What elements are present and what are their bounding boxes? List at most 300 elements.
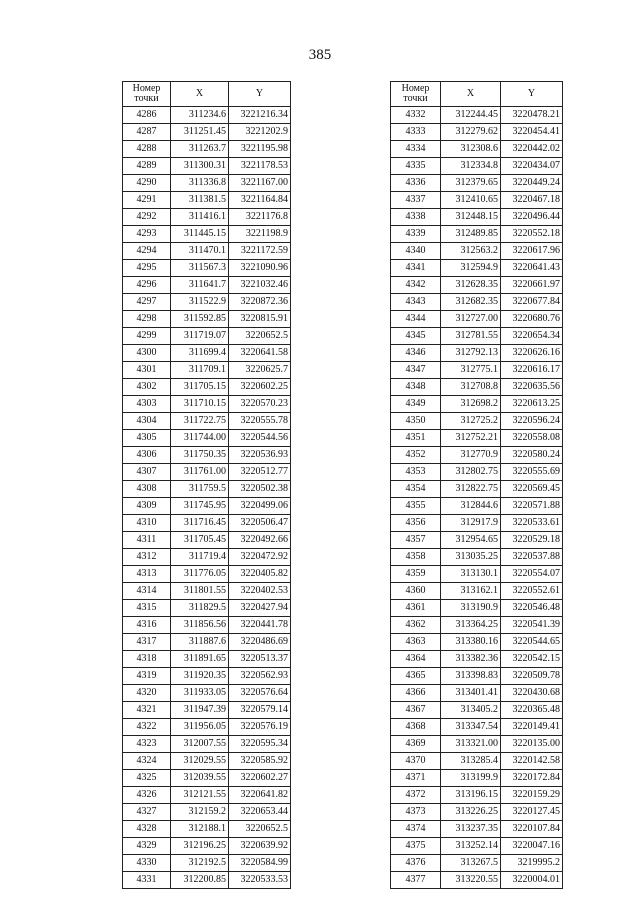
point-number-cell: 4337: [391, 192, 441, 209]
point-number-cell: 4296: [123, 277, 171, 294]
y-coordinate-cell: 3220617.96: [501, 243, 563, 260]
point-number-cell: 4340: [391, 243, 441, 260]
point-number-cell: 4308: [123, 481, 171, 498]
y-coordinate-cell: 3220513.37: [229, 651, 291, 668]
table-row: [123, 736, 291, 753]
point-number-cell: 4338: [391, 209, 441, 226]
x-coordinate-cell: 313398.83: [441, 668, 501, 685]
x-coordinate-cell: 311722.75: [171, 413, 229, 430]
y-coordinate-cell: 3220430.68: [501, 685, 563, 702]
y-coordinate-cell: 3220135.00: [501, 736, 563, 753]
y-coordinate-cell: 3220472.92: [229, 549, 291, 566]
y-coordinate-cell: 3220454.41: [501, 124, 563, 141]
y-coordinate-cell: 3220639.92: [229, 838, 291, 855]
x-coordinate-cell: 311745.95: [171, 498, 229, 515]
table-row: [123, 277, 291, 294]
x-coordinate-cell: 311956.05: [171, 719, 229, 736]
table-row: [391, 192, 563, 209]
table-row: [123, 787, 291, 804]
x-coordinate-cell: 312770.9: [441, 447, 501, 464]
table-row: [123, 668, 291, 685]
x-coordinate-cell: 311567.3: [171, 260, 229, 277]
point-number-cell: 4287: [123, 124, 171, 141]
table-row: [391, 736, 563, 753]
table-row: [123, 141, 291, 158]
y-coordinate-cell: 3220107.84: [501, 821, 563, 838]
point-number-cell: 4336: [391, 175, 441, 192]
table-row: [123, 362, 291, 379]
x-coordinate-cell: 311445.15: [171, 226, 229, 243]
point-number-cell: 4360: [391, 583, 441, 600]
y-coordinate-cell: 3220402.53: [229, 583, 291, 600]
table-row: [123, 770, 291, 787]
y-coordinate-cell: 3220542.15: [501, 651, 563, 668]
x-coordinate-cell: 311750.35: [171, 447, 229, 464]
x-coordinate-cell: 313285.4: [441, 753, 501, 770]
x-coordinate-cell: 312489.85: [441, 226, 501, 243]
x-coordinate-cell: 311891.65: [171, 651, 229, 668]
x-coordinate-cell: 312954.65: [441, 532, 501, 549]
point-number-cell: 4322: [123, 719, 171, 736]
x-coordinate-cell: 312308.6: [441, 141, 501, 158]
point-number-cell: 4315: [123, 600, 171, 617]
y-coordinate-cell: 3220602.25: [229, 379, 291, 396]
x-coordinate-cell: 313321.00: [441, 736, 501, 753]
x-coordinate-cell: 311522.9: [171, 294, 229, 311]
x-coordinate-cell: 311716.45: [171, 515, 229, 532]
y-coordinate-cell: 3220486.69: [229, 634, 291, 651]
x-coordinate-cell: 312698.2: [441, 396, 501, 413]
y-coordinate-cell: 3220449.24: [501, 175, 563, 192]
point-number-cell: 4368: [391, 719, 441, 736]
point-number-cell: 4335: [391, 158, 441, 175]
x-coordinate-cell: 311719.07: [171, 328, 229, 345]
y-coordinate-cell: 3220571.88: [501, 498, 563, 515]
y-coordinate-cell: 3220502.38: [229, 481, 291, 498]
table-row: [391, 328, 563, 345]
point-number-cell: 4345: [391, 328, 441, 345]
point-number-cell: 4372: [391, 787, 441, 804]
y-coordinate-cell: 3221195.98: [229, 141, 291, 158]
x-coordinate-cell: 311705.45: [171, 532, 229, 549]
x-coordinate-cell: 312775.1: [441, 362, 501, 379]
table-row: [123, 583, 291, 600]
point-number-cell: 4302: [123, 379, 171, 396]
point-number-cell: 4298: [123, 311, 171, 328]
table-row: [123, 804, 291, 821]
table-row: [391, 141, 563, 158]
point-number-cell: 4370: [391, 753, 441, 770]
table-row: [123, 430, 291, 447]
coordinates-table-right: [390, 81, 563, 889]
point-number-cell: 4317: [123, 634, 171, 651]
point-number-cell: 4292: [123, 209, 171, 226]
point-number-header: [123, 82, 171, 107]
y-coordinate-cell: 3220555.69: [501, 464, 563, 481]
page-number: 385: [308, 47, 332, 63]
table-row: [391, 107, 563, 124]
x-coordinate-cell: 311920.35: [171, 668, 229, 685]
table-row: [391, 260, 563, 277]
y-coordinate-cell: 3220441.78: [229, 617, 291, 634]
x-coordinate-cell: 313405.2: [441, 702, 501, 719]
table-row: [123, 226, 291, 243]
table-row: [391, 498, 563, 515]
y-coordinate-cell: 3220529.18: [501, 532, 563, 549]
y-coordinate-cell: 3220509.78: [501, 668, 563, 685]
point-number-header: [391, 82, 441, 107]
coordinates-table-left: [122, 81, 291, 889]
y-coordinate-cell: 3220585.92: [229, 753, 291, 770]
y-coordinate-cell: 3220562.93: [229, 668, 291, 685]
x-coordinate-cell: 313226.25: [441, 804, 501, 821]
y-header: Y: [501, 82, 563, 107]
point-number-cell: 4318: [123, 651, 171, 668]
x-coordinate-cell: 313130.1: [441, 566, 501, 583]
table-row: [123, 617, 291, 634]
point-number-cell: 4314: [123, 583, 171, 600]
point-number-cell: 4342: [391, 277, 441, 294]
point-number-cell: 4352: [391, 447, 441, 464]
x-coordinate-cell: 311641.7: [171, 277, 229, 294]
point-number-cell: 4355: [391, 498, 441, 515]
table-row: [123, 175, 291, 192]
point-number-cell: 4311: [123, 532, 171, 549]
x-coordinate-cell: 312279.62: [441, 124, 501, 141]
x-coordinate-cell: 312708.8: [441, 379, 501, 396]
point-number-cell: 4357: [391, 532, 441, 549]
table-row: [123, 821, 291, 838]
table-row: [123, 855, 291, 872]
y-coordinate-cell: 3220653.44: [229, 804, 291, 821]
table-row: [123, 685, 291, 702]
y-coordinate-cell: 3220467.18: [501, 192, 563, 209]
table-row: [123, 379, 291, 396]
y-coordinate-cell: 3220641.82: [229, 787, 291, 804]
y-coordinate-cell: 3220652.5: [229, 328, 291, 345]
point-number-cell: 4330: [123, 855, 171, 872]
y-coordinate-cell: 3221172.59: [229, 243, 291, 260]
x-coordinate-cell: 313347.54: [441, 719, 501, 736]
x-coordinate-cell: 313220.55: [441, 872, 501, 889]
table-row: [123, 192, 291, 209]
x-coordinate-cell: 312029.55: [171, 753, 229, 770]
x-coordinate-cell: 311744.00: [171, 430, 229, 447]
y-coordinate-cell: 3220555.78: [229, 413, 291, 430]
y-coordinate-cell: 3220405.82: [229, 566, 291, 583]
table-row: [123, 498, 291, 515]
point-number-cell: 4343: [391, 294, 441, 311]
header-point-line1: Номер: [401, 83, 430, 94]
x-coordinate-cell: 311709.1: [171, 362, 229, 379]
y-coordinate-cell: 3220499.06: [229, 498, 291, 515]
x-coordinate-cell: 311251.45: [171, 124, 229, 141]
y-header: Y: [229, 82, 291, 107]
point-number-cell: 4358: [391, 549, 441, 566]
table-row: [391, 226, 563, 243]
table-row: [391, 872, 563, 889]
y-coordinate-cell: 3220576.64: [229, 685, 291, 702]
point-number-cell: 4373: [391, 804, 441, 821]
x-coordinate-cell: 312802.75: [441, 464, 501, 481]
point-number-cell: 4346: [391, 345, 441, 362]
x-coordinate-cell: 311856.56: [171, 617, 229, 634]
point-number-cell: 4363: [391, 634, 441, 651]
y-coordinate-cell: 3220677.84: [501, 294, 563, 311]
x-coordinate-cell: 312244.45: [441, 107, 501, 124]
x-coordinate-cell: 313382.36: [441, 651, 501, 668]
point-number-cell: 4333: [391, 124, 441, 141]
y-coordinate-cell: 3220576.19: [229, 719, 291, 736]
x-coordinate-cell: 312727.00: [441, 311, 501, 328]
table-row: [391, 294, 563, 311]
table-row: [123, 838, 291, 855]
point-number-cell: 4312: [123, 549, 171, 566]
x-coordinate-cell: 312844.6: [441, 498, 501, 515]
x-coordinate-cell: 311263.7: [171, 141, 229, 158]
point-number-cell: 4295: [123, 260, 171, 277]
x-coordinate-cell: 313267.5: [441, 855, 501, 872]
y-coordinate-cell: 3220506.47: [229, 515, 291, 532]
table-row: [123, 464, 291, 481]
x-coordinate-cell: 312682.35: [441, 294, 501, 311]
table-row: [123, 872, 291, 889]
header-point-line2: точки: [134, 93, 159, 104]
point-number-cell: 4331: [123, 872, 171, 889]
x-coordinate-cell: 312007.55: [171, 736, 229, 753]
y-coordinate-cell: 3220641.58: [229, 345, 291, 362]
y-coordinate-cell: 3220680.76: [501, 311, 563, 328]
point-number-cell: 4293: [123, 226, 171, 243]
y-coordinate-cell: 3220552.18: [501, 226, 563, 243]
point-number-cell: 4289: [123, 158, 171, 175]
table-row: [123, 345, 291, 362]
y-coordinate-cell: 3220602.27: [229, 770, 291, 787]
point-number-cell: 4349: [391, 396, 441, 413]
x-coordinate-cell: 312781.55: [441, 328, 501, 345]
point-number-cell: 4306: [123, 447, 171, 464]
table-row: [123, 396, 291, 413]
y-coordinate-cell: 3220142.58: [501, 753, 563, 770]
point-number-cell: 4327: [123, 804, 171, 821]
point-number-cell: 4303: [123, 396, 171, 413]
table-row: [123, 702, 291, 719]
y-coordinate-cell: 3221202.9: [229, 124, 291, 141]
point-number-cell: 4339: [391, 226, 441, 243]
point-number-cell: 4300: [123, 345, 171, 362]
point-number-cell: 4348: [391, 379, 441, 396]
y-coordinate-cell: 3220626.16: [501, 345, 563, 362]
x-coordinate-cell: 312121.55: [171, 787, 229, 804]
table-row: [123, 328, 291, 345]
point-number-cell: 4359: [391, 566, 441, 583]
table-row: [391, 770, 563, 787]
point-number-cell: 4365: [391, 668, 441, 685]
point-number-cell: 4325: [123, 770, 171, 787]
table-row: [123, 481, 291, 498]
x-coordinate-cell: 311592.85: [171, 311, 229, 328]
table-row: [123, 566, 291, 583]
point-number-cell: 4309: [123, 498, 171, 515]
x-coordinate-cell: 311933.05: [171, 685, 229, 702]
point-number-cell: 4332: [391, 107, 441, 124]
table-row: [123, 311, 291, 328]
table-header-row: [123, 82, 291, 107]
table-row: [391, 651, 563, 668]
x-coordinate-cell: 312822.75: [441, 481, 501, 498]
point-number-cell: 4374: [391, 821, 441, 838]
table-row: [123, 260, 291, 277]
x-coordinate-cell: 312159.2: [171, 804, 229, 821]
x-coordinate-cell: 311947.39: [171, 702, 229, 719]
point-number-cell: 4362: [391, 617, 441, 634]
y-coordinate-cell: 3220004.01: [501, 872, 563, 889]
y-coordinate-cell: 3220569.45: [501, 481, 563, 498]
x-coordinate-cell: 313252.14: [441, 838, 501, 855]
x-coordinate-cell: 313237.35: [441, 821, 501, 838]
x-coordinate-cell: 311416.1: [171, 209, 229, 226]
table-row: [391, 549, 563, 566]
x-coordinate-cell: 311759.5: [171, 481, 229, 498]
x-coordinate-cell: 313035.25: [441, 549, 501, 566]
table-row: [391, 515, 563, 532]
point-number-cell: 4347: [391, 362, 441, 379]
point-number-cell: 4294: [123, 243, 171, 260]
table-row: [391, 243, 563, 260]
point-number-cell: 4320: [123, 685, 171, 702]
y-coordinate-cell: 3220570.23: [229, 396, 291, 413]
x-coordinate-cell: 312725.2: [441, 413, 501, 430]
y-coordinate-cell: 3220579.14: [229, 702, 291, 719]
table-row: [391, 413, 563, 430]
point-number-cell: 4328: [123, 821, 171, 838]
x-coordinate-cell: 312917.9: [441, 515, 501, 532]
x-coordinate-cell: 312039.55: [171, 770, 229, 787]
table-row: [123, 413, 291, 430]
y-coordinate-cell: 3220635.56: [501, 379, 563, 396]
x-coordinate-cell: 311776.05: [171, 566, 229, 583]
point-number-cell: 4313: [123, 566, 171, 583]
x-coordinate-cell: 312379.65: [441, 175, 501, 192]
header-point-line2: точки: [403, 93, 428, 104]
x-coordinate-cell: 311234.6: [171, 107, 229, 124]
table-row: [391, 447, 563, 464]
table-row: [123, 124, 291, 141]
y-coordinate-cell: 3220533.61: [501, 515, 563, 532]
y-coordinate-cell: 3221198.9: [229, 226, 291, 243]
point-number-cell: 4377: [391, 872, 441, 889]
y-coordinate-cell: 3220546.48: [501, 600, 563, 617]
x-coordinate-cell: 311887.6: [171, 634, 229, 651]
table-row: [123, 447, 291, 464]
point-number-cell: 4307: [123, 464, 171, 481]
x-coordinate-cell: 312628.35: [441, 277, 501, 294]
x-coordinate-cell: 311719.4: [171, 549, 229, 566]
x-coordinate-cell: 313196.15: [441, 787, 501, 804]
table-row: [391, 379, 563, 396]
point-number-cell: 4329: [123, 838, 171, 855]
table-row: [391, 804, 563, 821]
x-coordinate-cell: 312792.13: [441, 345, 501, 362]
point-number-cell: 4367: [391, 702, 441, 719]
table-row: [123, 719, 291, 736]
table-row: [123, 107, 291, 124]
y-coordinate-cell: 3220544.65: [501, 634, 563, 651]
y-coordinate-cell: 3220434.07: [501, 158, 563, 175]
x-coordinate-cell: 311705.15: [171, 379, 229, 396]
x-coordinate-cell: 311801.55: [171, 583, 229, 600]
point-number-cell: 4366: [391, 685, 441, 702]
x-coordinate-cell: 312594.9: [441, 260, 501, 277]
x-header: X: [171, 82, 229, 107]
x-coordinate-cell: 313162.1: [441, 583, 501, 600]
table-row: [123, 294, 291, 311]
y-coordinate-cell: 3221164.84: [229, 192, 291, 209]
y-coordinate-cell: 3220661.97: [501, 277, 563, 294]
y-coordinate-cell: 3220613.25: [501, 396, 563, 413]
point-number-cell: 4371: [391, 770, 441, 787]
table-row: [391, 209, 563, 226]
x-coordinate-cell: 311829.5: [171, 600, 229, 617]
point-number-cell: 4353: [391, 464, 441, 481]
y-coordinate-cell: 3221090.96: [229, 260, 291, 277]
point-number-cell: 4301: [123, 362, 171, 379]
table-row: [391, 175, 563, 192]
x-coordinate-cell: 312200.85: [171, 872, 229, 889]
y-coordinate-cell: 3219995.2: [501, 855, 563, 872]
y-coordinate-cell: 3220541.39: [501, 617, 563, 634]
y-coordinate-cell: 3220616.17: [501, 362, 563, 379]
y-coordinate-cell: 3220641.43: [501, 260, 563, 277]
table-row: [391, 396, 563, 413]
y-coordinate-cell: 3220533.53: [229, 872, 291, 889]
table-row: [391, 787, 563, 804]
table-row: [123, 634, 291, 651]
table-row: [123, 549, 291, 566]
point-number-cell: 4369: [391, 736, 441, 753]
y-coordinate-cell: 3220427.94: [229, 600, 291, 617]
x-coordinate-cell: 312188.1: [171, 821, 229, 838]
y-coordinate-cell: 3220558.08: [501, 430, 563, 447]
y-coordinate-cell: 3221216.34: [229, 107, 291, 124]
y-coordinate-cell: 3220496.44: [501, 209, 563, 226]
table-row: [391, 855, 563, 872]
table-row: [391, 753, 563, 770]
y-coordinate-cell: 3220478.21: [501, 107, 563, 124]
point-number-cell: 4344: [391, 311, 441, 328]
point-number-cell: 4341: [391, 260, 441, 277]
point-number-cell: 4288: [123, 141, 171, 158]
y-coordinate-cell: 3220580.24: [501, 447, 563, 464]
point-number-cell: 4323: [123, 736, 171, 753]
y-coordinate-cell: 3220512.77: [229, 464, 291, 481]
y-coordinate-cell: 3221032.46: [229, 277, 291, 294]
table-row: [391, 583, 563, 600]
table-row: [123, 209, 291, 226]
x-header: X: [441, 82, 501, 107]
x-coordinate-cell: 312752.21: [441, 430, 501, 447]
table-row: [391, 566, 563, 583]
x-coordinate-cell: 313190.9: [441, 600, 501, 617]
point-number-cell: 4354: [391, 481, 441, 498]
y-coordinate-cell: 3220872.36: [229, 294, 291, 311]
y-coordinate-cell: 3220365.48: [501, 702, 563, 719]
y-coordinate-cell: 3220127.45: [501, 804, 563, 821]
table-row: [391, 277, 563, 294]
y-coordinate-cell: 3220172.84: [501, 770, 563, 787]
point-number-cell: 4290: [123, 175, 171, 192]
point-number-cell: 4305: [123, 430, 171, 447]
